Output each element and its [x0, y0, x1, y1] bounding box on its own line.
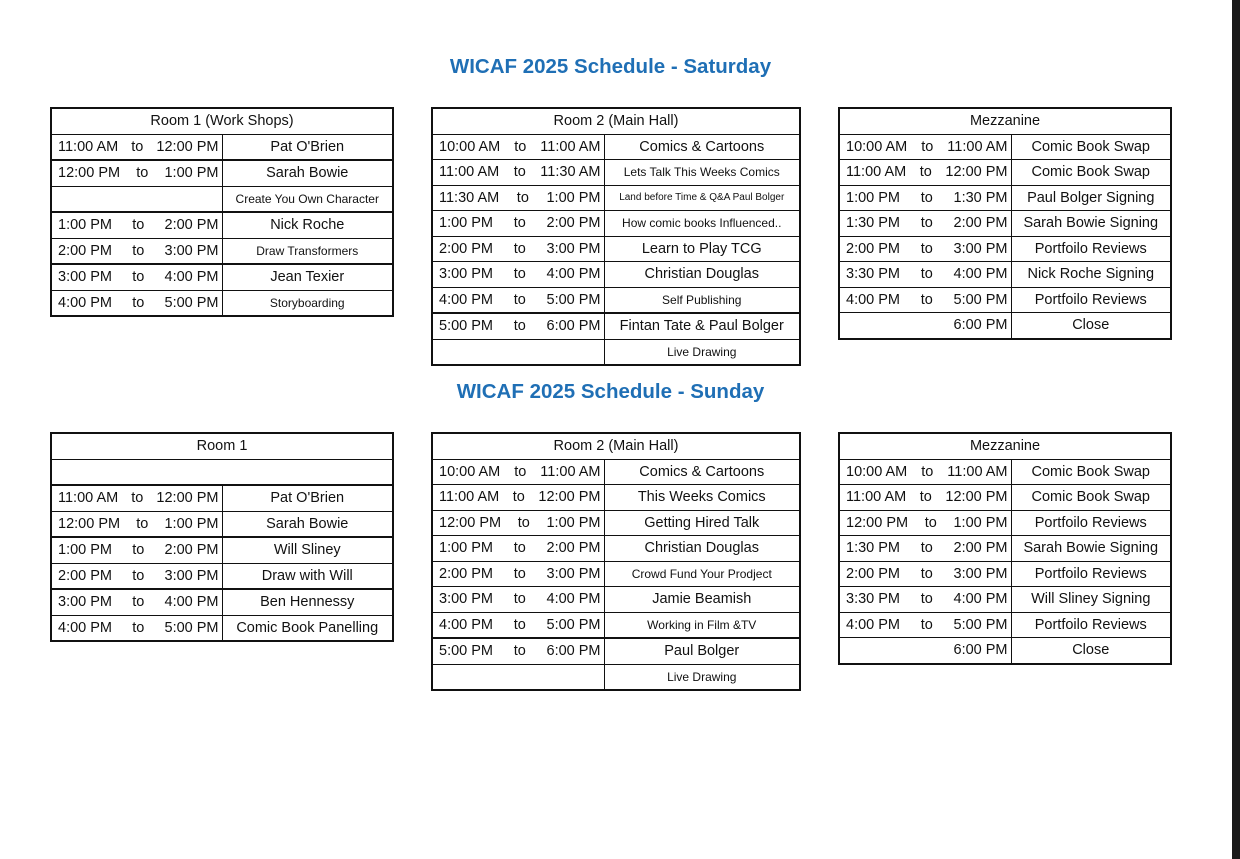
start-time: 12:00 PM — [439, 514, 502, 531]
to-label: to — [920, 291, 933, 308]
schedule-row — [51, 264, 393, 290]
schedule-row — [839, 134, 1171, 160]
to-label: to — [136, 165, 149, 182]
end-time: 11:00 AM — [540, 463, 601, 480]
to-label: to — [513, 565, 526, 582]
to-label: to — [132, 619, 145, 636]
event-cell: Comic Book Swap — [1011, 485, 1171, 511]
event-cell: Paul Bolger — [604, 638, 800, 664]
table-header-row — [51, 108, 393, 134]
schedule-row — [432, 160, 800, 186]
to-label: to — [131, 138, 144, 155]
schedule-row — [839, 638, 1171, 664]
start-time: 4:00 PM — [846, 616, 900, 633]
schedule-row — [839, 459, 1171, 485]
start-time: 5:00 PM — [439, 643, 493, 660]
table-header-row — [432, 108, 800, 134]
end-time: 5:00 PM — [546, 291, 601, 308]
end-time: 5:00 PM — [953, 616, 1008, 633]
time-cell — [432, 134, 604, 160]
schedule-row — [432, 287, 800, 313]
start-time: 4:00 PM — [58, 619, 112, 636]
schedule-row — [51, 134, 393, 160]
to-label: to — [920, 540, 933, 557]
schedule-row — [839, 185, 1171, 211]
event-cell: This Weeks Comics — [604, 485, 800, 511]
end-time: 1:00 PM — [546, 189, 601, 206]
sun-room2-table — [431, 432, 801, 691]
table-header-row — [839, 433, 1171, 459]
end-time: 1:00 PM — [164, 515, 219, 532]
start-time: 11:00 AM — [846, 164, 907, 181]
event-cell: Will Sliney — [222, 537, 393, 563]
schedule-row — [839, 536, 1171, 562]
start-time: 1:00 PM — [58, 542, 112, 559]
time-cell — [432, 211, 604, 237]
time-cell — [839, 561, 1011, 587]
time-cell — [432, 313, 604, 339]
time-cell — [51, 511, 222, 537]
end-time: 2:00 PM — [164, 217, 219, 234]
schedule-row — [432, 459, 800, 485]
time-cell — [839, 612, 1011, 638]
schedule-row — [839, 236, 1171, 262]
schedule-row — [51, 290, 393, 316]
to-label: to — [136, 515, 149, 532]
start-time: 11:00 AM — [439, 489, 500, 506]
event-cell: Nick Roche Signing — [1011, 262, 1171, 288]
time-cell — [51, 264, 222, 290]
start-time: 5:00 PM — [439, 318, 493, 335]
start-time: 4:00 PM — [846, 291, 900, 308]
to-label: to — [920, 189, 933, 206]
start-time: 10:00 AM — [846, 463, 908, 480]
table-header-row — [432, 433, 800, 459]
schedule-row — [839, 612, 1171, 638]
end-time: 2:00 PM — [953, 215, 1008, 232]
start-time: 1:00 PM — [439, 540, 493, 557]
end-time: 12:00 PM — [156, 490, 219, 507]
room-header: Mezzanine — [839, 433, 1171, 459]
schedule-row — [432, 612, 800, 638]
to-label: to — [131, 490, 144, 507]
time-cell — [51, 186, 222, 212]
start-time: 1:30 PM — [846, 540, 900, 557]
event-cell: Portfoilo Reviews — [1011, 612, 1171, 638]
event-cell: Land before Time & Q&A Paul Bolger — [604, 185, 800, 211]
schedule-row — [432, 185, 800, 211]
schedule-row — [432, 664, 800, 690]
event-cell: Close — [1011, 313, 1171, 339]
start-time: 1:00 PM — [846, 189, 900, 206]
start-time: 2:00 PM — [846, 565, 900, 582]
end-time: 4:00 PM — [953, 266, 1008, 283]
start-time: 2:00 PM — [846, 240, 900, 257]
event-cell: Comic Book Panelling — [222, 615, 393, 641]
start-time: 2:00 PM — [439, 565, 493, 582]
event-cell: Comics & Cartoons — [604, 134, 800, 160]
blank-cell — [51, 459, 393, 485]
event-cell: Sarah Bowie Signing — [1011, 536, 1171, 562]
table-header-row — [51, 433, 393, 459]
to-label: to — [132, 594, 145, 611]
time-cell — [51, 563, 222, 589]
event-cell: Create You Own Character — [222, 186, 393, 212]
start-time: 1:30 PM — [846, 215, 900, 232]
end-time: 3:00 PM — [953, 565, 1008, 582]
to-label: to — [517, 514, 530, 531]
schedule-row — [51, 160, 393, 186]
time-cell — [432, 510, 604, 536]
time-cell — [839, 459, 1011, 485]
sat-room2-table — [431, 107, 801, 366]
time-cell — [432, 561, 604, 587]
end-time: 1:00 PM — [953, 514, 1008, 531]
to-label: to — [132, 242, 145, 259]
to-label: to — [514, 138, 527, 155]
end-time: 12:00 PM — [156, 138, 219, 155]
event-cell: Christian Douglas — [604, 262, 800, 288]
time-cell — [51, 238, 222, 264]
to-label: to — [132, 294, 145, 311]
event-cell: Draw Transformers — [222, 238, 393, 264]
end-time: 3:00 PM — [164, 567, 219, 584]
time-cell — [432, 536, 604, 562]
start-time: 3:00 PM — [439, 591, 493, 608]
time-cell — [839, 185, 1011, 211]
start-time: 11:00 AM — [439, 164, 500, 181]
time-cell — [839, 485, 1011, 511]
event-cell: Live Drawing — [604, 339, 800, 365]
to-label: to — [920, 616, 933, 633]
time-cell — [839, 160, 1011, 186]
start-time: 11:00 AM — [58, 138, 119, 155]
schedule-row — [51, 238, 393, 264]
time-cell — [839, 287, 1011, 313]
event-cell: Close — [1011, 638, 1171, 664]
event-cell: How comic books Influenced.. — [604, 211, 800, 237]
start-time: 4:00 PM — [439, 616, 493, 633]
event-cell: Sarah Bowie Signing — [1011, 211, 1171, 237]
event-cell: Portfoilo Reviews — [1011, 561, 1171, 587]
time-cell — [432, 587, 604, 613]
end-time: 2:00 PM — [546, 540, 601, 557]
schedule-row — [51, 537, 393, 563]
to-label: to — [513, 266, 526, 283]
start-time: 10:00 AM — [439, 463, 501, 480]
event-cell: Pat O'Brien — [222, 134, 393, 160]
to-label: to — [513, 540, 526, 557]
room-header: Room 2 (Main Hall) — [432, 433, 800, 459]
time-cell — [839, 262, 1011, 288]
start-time: 3:00 PM — [439, 266, 493, 283]
sunday-title: WICAF 2025 Schedule - Sunday — [456, 380, 765, 403]
start-time: 11:00 AM — [846, 489, 907, 506]
time-cell — [839, 510, 1011, 536]
end-time: 2:00 PM — [164, 542, 219, 559]
start-time: 1:00 PM — [58, 217, 112, 234]
event-cell: Portfoilo Reviews — [1011, 510, 1171, 536]
schedule-row — [432, 561, 800, 587]
event-cell: Comic Book Swap — [1011, 459, 1171, 485]
time-cell — [432, 262, 604, 288]
end-time: 11:30 AM — [540, 164, 601, 181]
start-time: 11:30 AM — [439, 189, 500, 206]
schedule-row — [51, 563, 393, 589]
end-time: 2:00 PM — [546, 215, 601, 232]
time-cell — [432, 339, 604, 365]
time-cell — [51, 212, 222, 238]
sun-room1-table — [50, 432, 394, 642]
end-time: 3:00 PM — [546, 240, 601, 257]
sat-room1-table — [50, 107, 394, 317]
end-time: 5:00 PM — [164, 619, 219, 636]
to-label: to — [920, 591, 933, 608]
schedule-row — [839, 211, 1171, 237]
schedule-row — [432, 638, 800, 664]
event-cell: Sarah Bowie — [222, 511, 393, 537]
event-cell: Fintan Tate & Paul Bolger — [604, 313, 800, 339]
time-cell — [51, 134, 222, 160]
to-label: to — [132, 542, 145, 559]
room-header: Room 1 — [51, 433, 393, 459]
end-time: 4:00 PM — [164, 594, 219, 611]
time-cell — [432, 612, 604, 638]
schedule-row — [839, 510, 1171, 536]
time-cell — [839, 536, 1011, 562]
schedule-row — [839, 561, 1171, 587]
event-cell: Self Publishing — [604, 287, 800, 313]
to-label: to — [513, 164, 526, 181]
start-time: 3:00 PM — [58, 594, 112, 611]
schedule-row — [432, 262, 800, 288]
time-cell — [51, 160, 222, 186]
end-time: 1:30 PM — [953, 189, 1008, 206]
time-cell — [839, 638, 1011, 664]
start-time: 10:00 AM — [846, 138, 908, 155]
page-edge-bar — [1232, 0, 1240, 859]
time-cell — [432, 459, 604, 485]
time-cell — [432, 236, 604, 262]
time-cell — [51, 290, 222, 316]
to-label: to — [920, 565, 933, 582]
to-label — [896, 314, 904, 336]
start-time: 3:00 PM — [58, 269, 112, 286]
to-label: to — [513, 318, 526, 335]
event-cell: Comic Book Swap — [1011, 134, 1171, 160]
end-time: 1:00 PM — [546, 514, 601, 531]
schedule-row — [432, 587, 800, 613]
event-cell: Sarah Bowie — [222, 160, 393, 186]
end-time: 3:00 PM — [953, 240, 1008, 257]
room-header: Room 1 (Work Shops) — [51, 108, 393, 134]
time-cell — [839, 313, 1011, 339]
end-time: 6:00 PM — [546, 643, 601, 660]
schedule-row — [51, 212, 393, 238]
end-time: 5:00 PM — [953, 291, 1008, 308]
table-header-row — [839, 108, 1171, 134]
blank-row — [51, 459, 393, 485]
end-time: 3:00 PM — [546, 565, 601, 582]
to-label: to — [513, 240, 526, 257]
start-time: 12:00 PM — [846, 514, 909, 531]
event-cell: Jean Texier — [222, 264, 393, 290]
schedule-row — [839, 587, 1171, 613]
event-cell: Nick Roche — [222, 212, 393, 238]
start-time: 11:00 AM — [58, 490, 119, 507]
time-cell — [51, 537, 222, 563]
start-time: 3:30 PM — [846, 266, 900, 283]
end-time: 12:00 PM — [945, 489, 1008, 506]
time-cell — [432, 160, 604, 186]
schedule-row — [839, 160, 1171, 186]
event-cell: Portfoilo Reviews — [1011, 236, 1171, 262]
event-cell: Live Drawing — [604, 664, 800, 690]
event-cell: Ben Hennessy — [222, 589, 393, 615]
to-label: to — [920, 240, 933, 257]
event-cell: Comics & Cartoons — [604, 459, 800, 485]
schedule-row — [432, 211, 800, 237]
start-time: 12:00 PM — [58, 515, 121, 532]
end-time: 12:00 PM — [945, 164, 1008, 181]
schedule-row — [839, 287, 1171, 313]
to-label: to — [132, 269, 145, 286]
to-label: to — [513, 616, 526, 633]
time-cell — [432, 185, 604, 211]
time-cell — [432, 287, 604, 313]
start-time: 2:00 PM — [58, 567, 112, 584]
schedule-row — [51, 186, 393, 212]
start-time: 3:30 PM — [846, 591, 900, 608]
to-label: to — [513, 291, 526, 308]
schedule-row — [839, 262, 1171, 288]
time-cell — [51, 485, 222, 511]
event-cell: Storyboarding — [222, 290, 393, 316]
end-time: 11:00 AM — [947, 463, 1008, 480]
time-cell — [839, 587, 1011, 613]
time-cell — [51, 589, 222, 615]
time-cell — [432, 638, 604, 664]
to-label: to — [513, 215, 526, 232]
schedule-row — [432, 313, 800, 339]
event-cell: Learn to Play TCG — [604, 236, 800, 262]
end-time: 4:00 PM — [546, 266, 601, 283]
to-label: to — [920, 215, 933, 232]
schedule-row — [432, 236, 800, 262]
end-time: 4:00 PM — [953, 591, 1008, 608]
event-cell: Lets Talk This Weeks Comics — [604, 160, 800, 186]
sun-mezz-table — [838, 432, 1172, 665]
end-time: 2:00 PM — [953, 540, 1008, 557]
to-label: to — [132, 217, 145, 234]
schedule-row — [432, 536, 800, 562]
end-time: 5:00 PM — [164, 294, 219, 311]
time-cell — [839, 134, 1011, 160]
event-cell: Portfoilo Reviews — [1011, 287, 1171, 313]
end-time: 12:00 PM — [538, 489, 601, 506]
room-header: Room 2 (Main Hall) — [432, 108, 800, 134]
start-time: 4:00 PM — [439, 291, 493, 308]
to-label: to — [132, 567, 145, 584]
to-label: to — [919, 489, 932, 506]
to-label: to — [512, 489, 525, 506]
saturday-title: WICAF 2025 Schedule - Saturday — [449, 55, 772, 78]
time-cell — [839, 236, 1011, 262]
event-cell: Paul Bolger Signing — [1011, 185, 1171, 211]
end-time: 6:00 PM — [953, 642, 1008, 659]
event-cell: Pat O'Brien — [222, 485, 393, 511]
time-cell — [432, 664, 604, 690]
to-label: to — [514, 463, 527, 480]
event-cell: Will Sliney Signing — [1011, 587, 1171, 613]
event-cell: Jamie Beamish — [604, 587, 800, 613]
end-time: 6:00 PM — [546, 318, 601, 335]
schedule-row — [51, 485, 393, 511]
event-cell: Crowd Fund Your Prodject — [604, 561, 800, 587]
end-time: 11:00 AM — [540, 138, 601, 155]
event-cell: Working in Film &TV — [604, 612, 800, 638]
time-cell — [51, 615, 222, 641]
time-cell — [432, 485, 604, 511]
event-cell: Christian Douglas — [604, 536, 800, 562]
end-time: 4:00 PM — [164, 269, 219, 286]
end-time: 4:00 PM — [546, 591, 601, 608]
end-time: 11:00 AM — [947, 138, 1008, 155]
schedule-row — [839, 313, 1171, 339]
schedule-row — [51, 589, 393, 615]
schedule-row — [432, 485, 800, 511]
to-label: to — [921, 138, 934, 155]
schedule-row — [432, 134, 800, 160]
room-header: Mezzanine — [839, 108, 1171, 134]
start-time: 4:00 PM — [58, 294, 112, 311]
to-label: to — [919, 164, 932, 181]
end-time: 3:00 PM — [164, 242, 219, 259]
to-label: to — [924, 514, 937, 531]
to-label: to — [920, 266, 933, 283]
to-label: to — [513, 591, 526, 608]
schedule-row — [839, 485, 1171, 511]
start-time: 10:00 AM — [439, 138, 501, 155]
end-time: 5:00 PM — [546, 616, 601, 633]
start-time: 12:00 PM — [58, 165, 121, 182]
event-cell: Getting Hired Talk — [604, 510, 800, 536]
start-time: 1:00 PM — [439, 215, 493, 232]
end-time: 1:00 PM — [164, 165, 219, 182]
to-label: to — [513, 643, 526, 660]
start-time: 2:00 PM — [58, 242, 112, 259]
sat-mezz-table — [838, 107, 1172, 340]
schedule-row — [51, 511, 393, 537]
to-label: to — [516, 189, 529, 206]
event-cell: Draw with Will — [222, 563, 393, 589]
to-label: to — [921, 463, 934, 480]
schedule-row — [432, 510, 800, 536]
schedule-row — [432, 339, 800, 365]
end-time: 6:00 PM — [953, 317, 1008, 334]
time-cell — [839, 211, 1011, 237]
schedule-row — [51, 615, 393, 641]
to-label — [896, 639, 904, 661]
start-time: 2:00 PM — [439, 240, 493, 257]
event-cell: Comic Book Swap — [1011, 160, 1171, 186]
